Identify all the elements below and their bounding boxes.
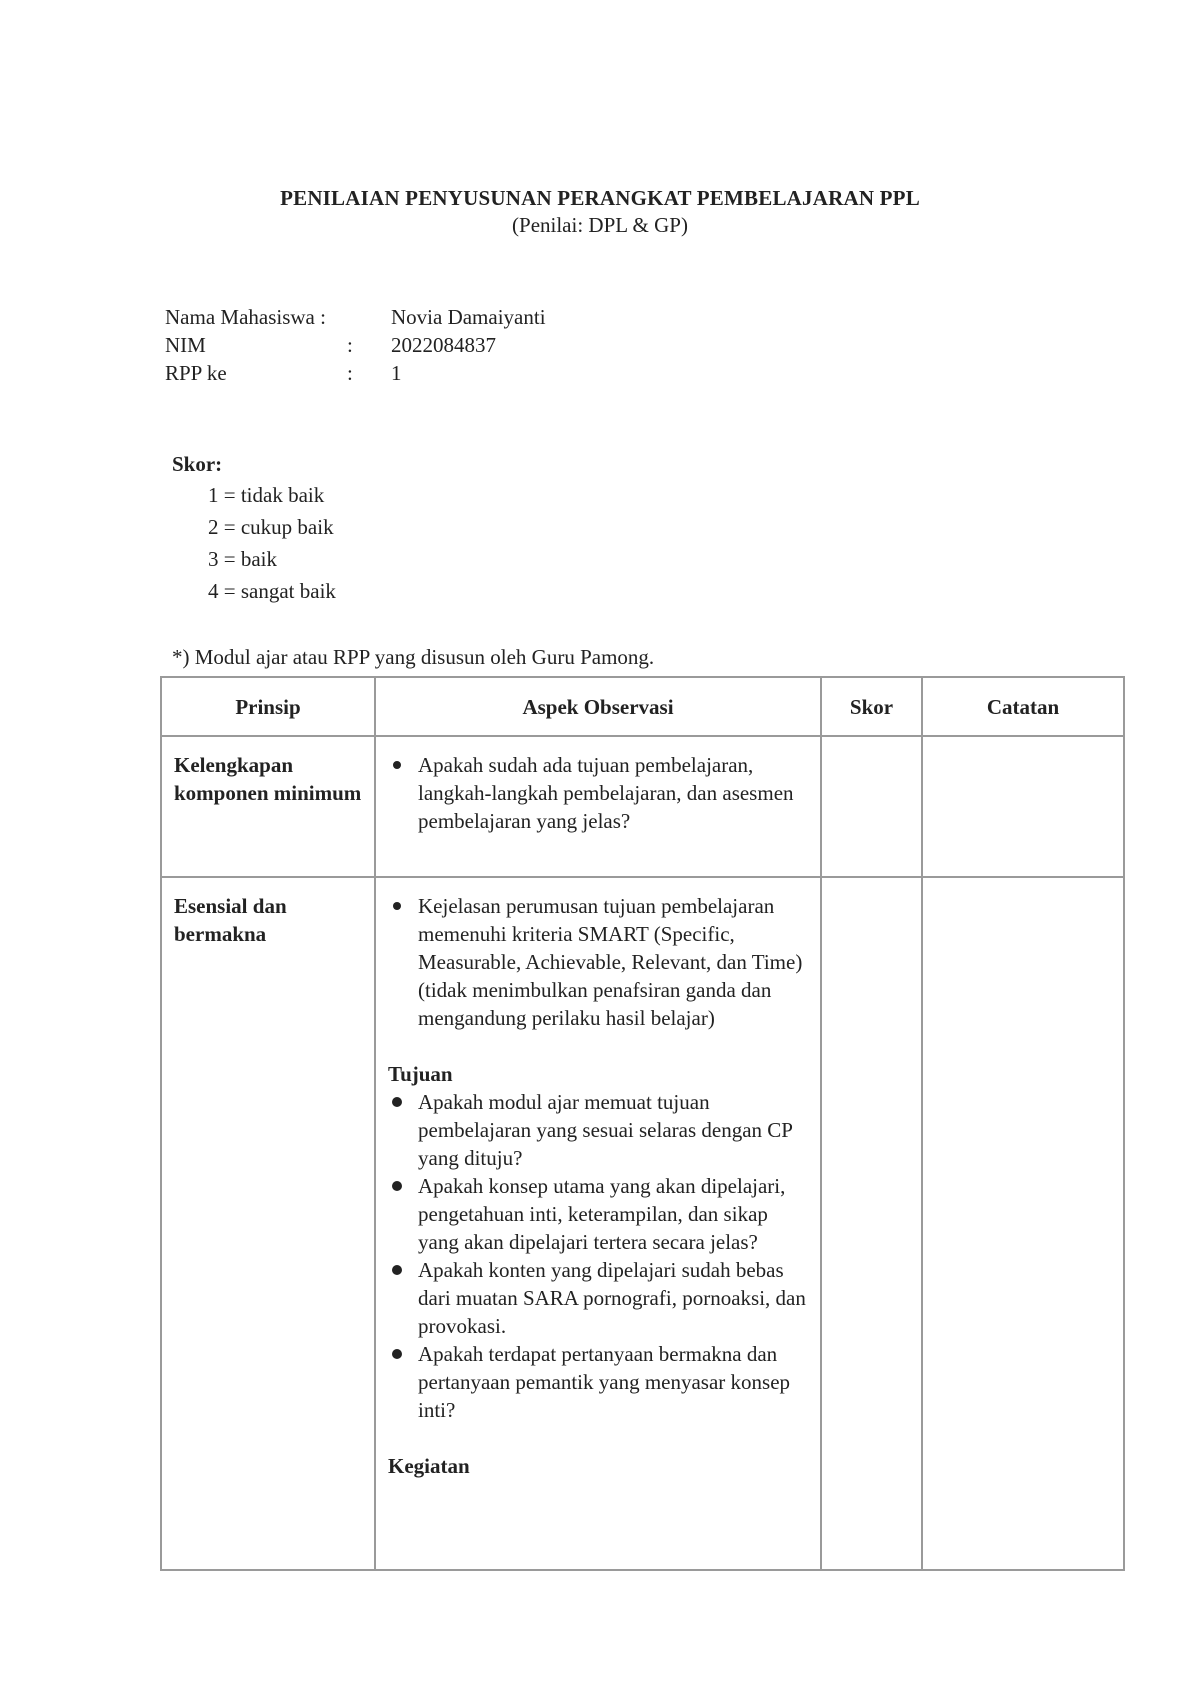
info-value: 2022084837 <box>391 333 496 357</box>
aspek-list <box>388 751 808 835</box>
list-item: Apakah konten yang dipelajari sudah bebas dari muatan SARA pornografi, pornoaksi, dan provokasi. <box>388 1256 808 1340</box>
column-header-aspek: Aspek Observasi <box>375 677 821 736</box>
section-heading-tujuan: Tujuan <box>388 1062 453 1086</box>
list-item: Kejelasan perumusan tujuan pembelajaran memenuhi kriteria SMART (Specific, Measurable, Achievable, Relevant, dan Time) (tidak menimbulkan penafsiran ganda dan mengandung perilaku hasil belajar) <box>388 892 808 1032</box>
info-colon: : <box>347 361 353 385</box>
tujuan-list <box>388 1088 808 1424</box>
score-legend-item: 3 = baik <box>208 547 277 571</box>
info-label: NIM <box>165 333 206 357</box>
document-subtitle: (Penilai: DPL & GP) <box>512 213 688 237</box>
catatan-cell[interactable] <box>922 877 1124 1570</box>
document-title: PENILAIAN PENYUSUNAN PERANGKAT PEMBELAJARAN PPL <box>280 186 920 210</box>
prinsip-cell: Kelengkapan komponen minimum <box>161 736 375 877</box>
catatan-cell[interactable] <box>922 736 1124 877</box>
student-info <box>165 303 865 387</box>
info-value: Novia Damaiyanti <box>391 305 546 329</box>
info-label: RPP ke <box>165 361 227 385</box>
observation-table <box>160 676 1125 1571</box>
info-colon: : <box>347 333 353 357</box>
info-row-name <box>165 303 865 331</box>
column-header-catatan: Catatan <box>922 677 1124 736</box>
info-row-nim <box>165 331 865 359</box>
table-row <box>161 877 1124 1570</box>
skor-cell[interactable] <box>821 877 922 1570</box>
aspek-cell <box>375 736 821 877</box>
aspek-cell <box>375 877 821 1570</box>
score-legend-item: 4 = sangat baik <box>208 579 336 603</box>
score-legend <box>172 449 336 607</box>
info-label: Nama Mahasiswa : <box>165 305 326 329</box>
footnote: *) Modul ajar atau RPP yang disusun oleh Guru Pamong. <box>172 645 655 669</box>
column-header-skor: Skor <box>821 677 922 736</box>
list-item: Apakah sudah ada tujuan pembelajaran, langkah-langkah pembelajaran, dan asesmen pembelajaran yang jelas? <box>388 751 808 835</box>
table-row <box>161 736 1124 877</box>
column-header-prinsip: Prinsip <box>161 677 375 736</box>
list-item: Apakah terdapat pertanyaan bermakna dan pertanyaan pemantik yang menyasar konsep inti? <box>388 1340 808 1424</box>
score-legend-item: 1 = tidak baik <box>208 483 325 507</box>
skor-cell[interactable] <box>821 736 922 877</box>
info-row-rpp <box>165 359 865 387</box>
list-item: Apakah modul ajar memuat tujuan pembelajaran yang sesuai selaras dengan CP yang dituju? <box>388 1088 808 1172</box>
info-value: 1 <box>391 361 402 385</box>
prinsip-cell: Esensial dan bermakna <box>161 877 375 1570</box>
score-legend-title: Skor: <box>172 452 223 476</box>
aspek-list <box>388 892 808 1032</box>
score-legend-item: 2 = cukup baik <box>208 515 334 539</box>
list-item: Apakah konsep utama yang akan dipelajari, pengetahuan inti, keterampilan, dan sikap yang akan dipelajari tertera secara jelas? <box>388 1172 808 1256</box>
section-heading-kegiatan: Kegiatan <box>388 1454 470 1478</box>
table-header-row <box>161 677 1124 736</box>
